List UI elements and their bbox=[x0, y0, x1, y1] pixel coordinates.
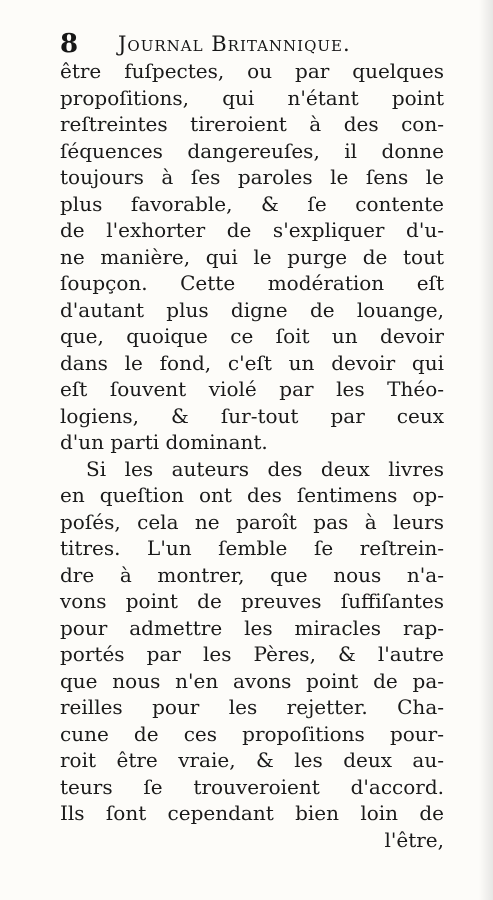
text-line: logiens, & ſur-tout par ceux bbox=[60, 403, 444, 428]
text-line: cune de ces propoſitions pour- bbox=[60, 721, 444, 746]
running-title: Journal Britannique. bbox=[118, 32, 351, 56]
text-line: ne manière, qui le purge de tout bbox=[60, 244, 444, 269]
text-line: Ils ſont cependant bien loin de bbox=[60, 801, 444, 825]
page-edge-shadow bbox=[479, 0, 493, 900]
text-line: que, quoique ce ſoit un devoir bbox=[60, 324, 444, 348]
text-line: dre à montrer, que nous n'a- bbox=[60, 562, 444, 587]
text-line: ſéquences dangereuſes, il donne bbox=[60, 138, 444, 163]
text-line: roit être vraie, & les deux au- bbox=[60, 748, 444, 772]
text-line: propoſitions, qui n'étant point bbox=[60, 85, 444, 110]
text-line: Si les auteurs des deux livres bbox=[86, 456, 444, 481]
page-header bbox=[60, 28, 460, 60]
text-line: reilles pour les rejetter. Cha- bbox=[60, 695, 444, 719]
body-text bbox=[60, 58, 444, 853]
paragraph-1 bbox=[60, 58, 444, 456]
text-line: titres. L'un ſemble ſe reſtrein- bbox=[60, 536, 444, 560]
text-line: plus favorable, & ſe contente bbox=[60, 191, 444, 216]
text-line: reſtreintes tireroient à des con- bbox=[60, 112, 444, 136]
text-line: pour admettre les miracles rap- bbox=[60, 615, 444, 640]
paragraph-2 bbox=[60, 456, 444, 827]
text-line: poſés, cela ne paroît pas à leurs bbox=[60, 509, 444, 534]
page-number: 8 bbox=[60, 29, 79, 59]
text-line: vons point de preuves ſuffiſantes bbox=[60, 589, 444, 613]
catchword: l'être, bbox=[384, 827, 444, 852]
text-line: toujours à ſes paroles le ſens le bbox=[60, 165, 444, 189]
text-line: être fuſpectes, ou par quelques bbox=[60, 59, 444, 83]
text-line: dans le fond, c'eſt un devoir qui bbox=[60, 350, 444, 375]
text-line: eſt ſouvent violé par les Théo- bbox=[60, 377, 444, 401]
text-line: d'autant plus digne de louange, bbox=[60, 297, 444, 322]
text-line: de l'exhorter de s'expliquer d'u- bbox=[60, 218, 444, 242]
text-line: que nous n'en avons point de pa- bbox=[60, 668, 444, 693]
text-line: en queſtion ont des ſentimens op- bbox=[60, 483, 444, 507]
text-line: portés par les Pères, & l'autre bbox=[60, 642, 444, 666]
text-line: teurs ſe trouveroient d'accord. bbox=[60, 774, 444, 799]
text-line: d'un parti dominant. bbox=[60, 430, 268, 454]
text-line: ſoupçon. Cette modération eſt bbox=[60, 271, 444, 295]
